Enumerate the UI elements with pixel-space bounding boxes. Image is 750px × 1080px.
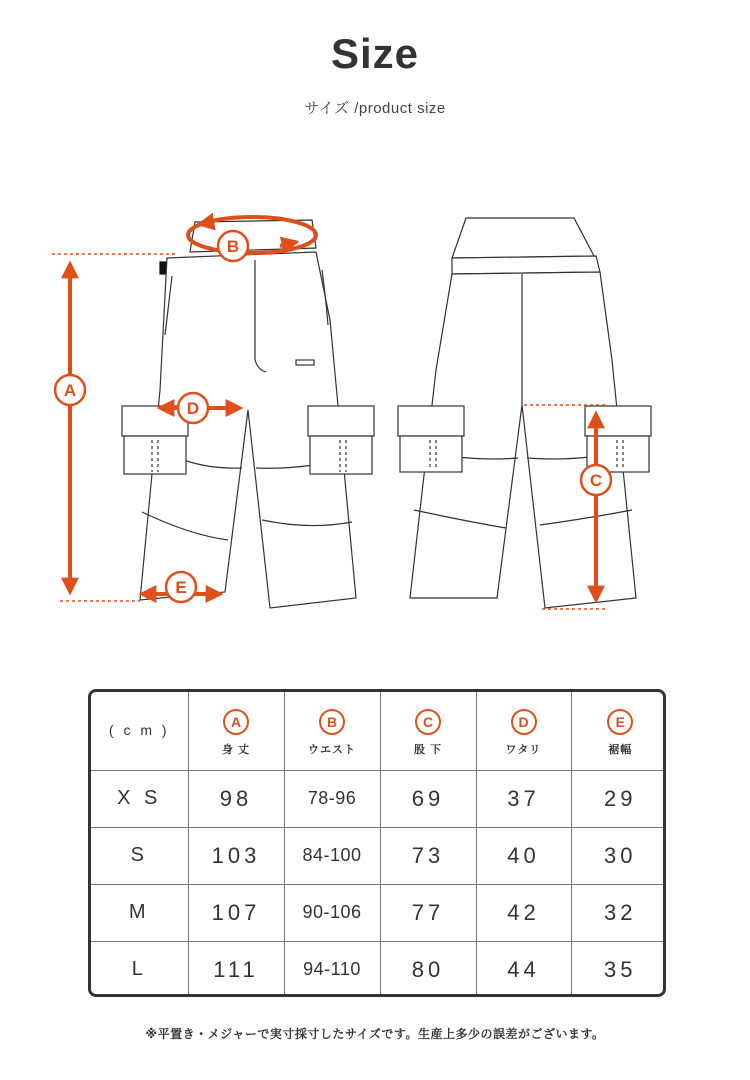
cell-thigh: 37 [476, 770, 571, 827]
table-row [91, 770, 666, 827]
cell-inseam: 73 [380, 827, 476, 884]
column-header-c [380, 692, 476, 770]
size-label: L [91, 941, 188, 997]
marker-c: C [589, 471, 603, 490]
unit-label: ( c m ) [108, 721, 170, 738]
column-header-d [476, 692, 571, 770]
header-label-a: 身 丈 [221, 743, 251, 756]
table-row [91, 884, 666, 941]
table-header-row [91, 692, 666, 770]
cell-thigh: 44 [476, 941, 571, 997]
cell-length: 107 [188, 884, 284, 941]
cell-hem: 32 [571, 884, 666, 941]
header-label-e: 裾幅 [608, 743, 633, 756]
page-title: Size [330, 30, 420, 77]
cell-waist: 84-100 [284, 827, 380, 884]
header-marker-b: B [319, 709, 345, 735]
cell-thigh: 40 [476, 827, 571, 884]
cell-hem: 35 [571, 941, 666, 997]
size-table [88, 689, 666, 997]
column-header-b [284, 692, 380, 770]
measurement-note: ※平置き・メジャーで実寸採寸したサイズです。生産上多少の誤差がございます。 [145, 1027, 605, 1041]
header-marker-a: A [223, 709, 249, 735]
cell-inseam: 80 [380, 941, 476, 997]
header-marker-e: E [607, 709, 633, 735]
marker-b: B [226, 237, 240, 256]
size-label: S [91, 827, 188, 884]
cell-length: 103 [188, 827, 284, 884]
column-header-e [571, 692, 666, 770]
unit-header [91, 692, 188, 770]
header-label-b: ウエスト [308, 743, 356, 756]
cell-thigh: 42 [476, 884, 571, 941]
cell-waist: 94-110 [284, 941, 380, 997]
cell-inseam: 69 [380, 770, 476, 827]
cell-waist: 90-106 [284, 884, 380, 941]
header-label-c: 股 下 [413, 743, 443, 756]
header-label-d: ワタリ [505, 743, 542, 756]
cell-length: 98 [188, 770, 284, 827]
cell-hem: 30 [571, 827, 666, 884]
size-label: M [91, 884, 188, 941]
front-pants-drawing [122, 220, 374, 608]
marker-d: D [186, 399, 200, 418]
cell-length: 111 [188, 941, 284, 997]
table-row [91, 827, 666, 884]
size-label: X S [91, 770, 188, 827]
pants-measurement-diagram [0, 200, 750, 630]
page-subtitle: サイズ /product size [304, 100, 446, 117]
header-marker-c: C [415, 709, 441, 735]
cell-inseam: 77 [380, 884, 476, 941]
marker-e: E [175, 578, 187, 597]
cell-waist: 78-96 [284, 770, 380, 827]
cell-hem: 29 [571, 770, 666, 827]
marker-a: A [63, 381, 77, 400]
column-header-a [188, 692, 284, 770]
header-marker-d: D [511, 709, 537, 735]
table-row [91, 941, 666, 997]
back-pants-drawing [398, 218, 651, 608]
